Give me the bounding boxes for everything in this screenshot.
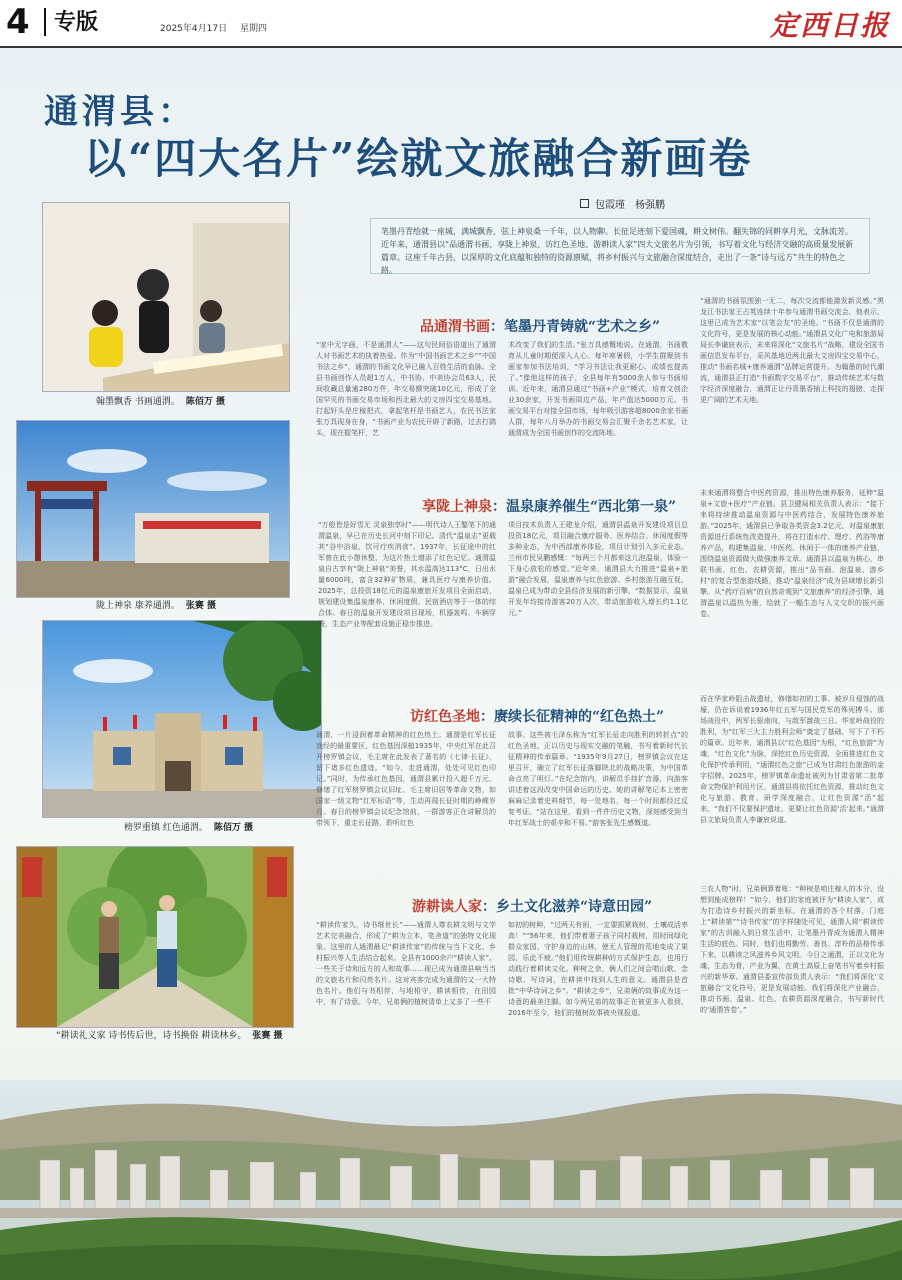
caption-text: 榜罗重镇 红色通渭。 <box>124 823 208 833</box>
photo-calligraphy-graphic <box>43 203 289 391</box>
byline <box>580 196 665 211</box>
section-title-red-sites <box>410 706 664 726</box>
photo-memorial-hall <box>42 620 322 818</box>
photo-caption-1 <box>96 394 225 407</box>
article-column: 通渭，一片浸润着革命精神的红色热土。通渭是红军长征途经的最重要区，红色基因深植1935年，中央红军在此召开榜罗镇会议，毛主席在此发表了著名的《七律·长征》，留下诸多红色遗迹。“如今，走进通渭，处处可见红色印记。”同时，为传承红色基因，通渭县累计投入超千万元，修缮了红军榜罗镇会议旧址、毛主席旧居等革命文物，如国家一级文物“红军标语”等，生动再现长征时期的峥嵘岁月。春日的榜罗镇会议纪念馆前，一群游客正在讲解员的带领下，重走长征路，聆听红色 <box>316 731 496 827</box>
caption-credit: 张赛 摄 <box>252 1031 283 1041</box>
caption-text: “耕读礼义家 诗书传后世，诗书换俗 耕读林乡。 <box>56 1031 247 1041</box>
photo-caption-4 <box>56 1028 283 1041</box>
photo-farmers-graphic <box>17 847 293 1027</box>
section-title-hot-spring <box>422 496 676 516</box>
photo-hot-spring <box>16 420 290 598</box>
section-key: 访红色圣地 <box>410 709 480 725</box>
caption-credit: 陈佰万 摄 <box>185 397 226 407</box>
section-sub: 温泉康养催生“西北第一泉” <box>506 499 677 515</box>
article-column: 术改变了我们的生活。”张万具感慨地说。在通渭，书画教育从儿童时期便深入人心。每年寒暑假，小学生群聚到书画家参加书法培训，“学习书法让我更耐心、成绩也提高了。”像他这样的孩子，全县每年有5000余人参与书画培训。近年来，通渭县通过“书画+产业”模式，培育文创企业30余家，开发书画周边产品，年产值达5000万元。书画交易平台对接全国市场，每年吸引游客超8000余家书画人群，每年八月举办的书画交易会汇聚千余名艺术家，让通渭成为全国书画创作的交流阵地。 <box>508 341 688 437</box>
section-title-calligraphy <box>420 316 660 336</box>
issue-weekday: 星期四 <box>239 24 267 34</box>
dateline <box>160 21 277 34</box>
article-column: “万般皆是好雪无 灵泉独享时”——明代诗人王鏊笔下的通渭温泉，早已在历史长河中刻下印记。清代“温泉志”更载其“谷中浴泉，饮可疗疾消食”。1937年，长征途中的红军曾在此小憩休整，为这片热土增添了红色记忆。通渭温泉自古享有“陇上神泉”美誉，其水温高达113°C，日出水量6000吨，富含32种矿物质，兼具医疗与康养价值。2025年，总投资18亿元的温泉康旅开发项目全面启动，规划建设集温泉康养、休闲度假、民宿酒店等于一体的综合体。春日的温泉开发建设项目现场，机器轰鸣、车辆穿梭，生态产业等配套设施正稳步推进。 <box>318 521 496 628</box>
article-column: 未来通渭将整合中医药资源，推出特色康养服务，延伸“温泉+文旅+医疗”产业链。县卫健局相关负责人表示：“接下来将持续推动温泉资源与中医药结合，发展特色康养旅游。”2025年，通渭县已争取各类资金3.2亿元，对温泉康旅资源进行系统性改造提升，将在打造水疗、理疗、药浴等康养产品，构建集温泉、中医药、休闲于一体的康养产业链，围绕温泉资源做大做强康养文章。通渭县以温泉为核心，串联书画、红色、农耕资源，推出“品书画、泡温泉、游乡村”的复合型旅游线路，推动“温泉经济”成为县域增长新引擎。从“药疗百病”的自然奇观到“文旅康养”的经济引擎，通渭温泉以温热为墨，绘就了一幅生态与人文交织的振兴画卷。 <box>700 489 884 618</box>
photo-city-panorama <box>0 1080 902 1280</box>
photo-memorial-hall-graphic <box>43 621 321 817</box>
section-title-farming <box>412 896 652 916</box>
section-key: 品通渭书画 <box>420 319 490 335</box>
caption-credit: 陈佰万 摄 <box>213 823 254 833</box>
page-header <box>0 0 902 48</box>
article-column: 而在华家岭阻击战遗址，修缮如初的工事、被岁月侵蚀的战壕，仍在诉说着1936年红五军与国民党军的殊死搏斗。那场战役中，两军长驱南向，与敌军激战三日。华家岭战役的胜利，为“红军三大主力胜利会师”奠定了基础，写下了不朽的篇章。近年来，通渭县以“红色基因”为根，“红色旅游”为魂，“红色文化”为脉，深挖红色历史资源，全面推进红色文化保护传承利用，“通渭红色之旅”已成为甘肃红色旅游的金字招牌。2025年，榜罗镇革命遗址被列为甘肃省第二批革命文物保护利用片区，通渭县将依托红色资源，推动红色文化与旅游、教育、研学深度融合，让红色资源“活”起来。“我们不仅要保护遗址，更要让红色资源‘活’起来。”通渭县文旅局负责人李谦宸说道。 <box>700 695 884 824</box>
photo-farmers <box>16 846 294 1028</box>
headline-line2: 以“四大名片”绘就文旅融合新画卷 <box>84 134 753 183</box>
article-column: 项目技术负责人王建龙介绍，通渭县温泉开发建设项目总投资18亿元，项目融合康疗服务、医养结合、休闲度假等多种业态，为中西部康养体验，项目计划引入多元业态。兰州市民吴鹏感慨：“每两三个月都来这儿泡温泉，体验一下身心放松的感觉。”近年来，通渭县大力推进“温泉+旅游”融合发展，温泉康养与红色旅游、乡村旅游互融互促，温泉已成为带动全县经济发展的新引擎。“数据显示，温泉开发年均接待游客20万人次，带动旅游收入增长约1.1亿元。” <box>508 521 688 617</box>
photo-caption-3 <box>124 820 253 833</box>
section-sub: 乡土文化滋养“诗意田园” <box>496 899 653 915</box>
caption-text: 翰墨飘香 书画通渭。 <box>96 397 180 407</box>
photo-city-panorama-graphic <box>0 1080 902 1280</box>
article-column: 如初的树种，“过两天有雨，一定要抓紧栽树，土壤成活率高！”“56年来，他们带着妻子孩子同村栽树，用时间绿化群众家园，守护身边的山林，使无人管理的荒地变成了果园，乐此不疲。”他们用传统耕种的方式保护生态，也用行动践行着耕读文化。种树之余，俩人们之间会唱山歌、念诗歌、写诗词，在耕读中找到人生的意义。通渭县是首批“中华诗词之乡”。“耕读之乡”，兄弟俩的故事成为这一诗意的最美注脚。如今两兄弟的故事正在被更多人看到，2016年至今，他们的植树故事被央视报道。 <box>508 921 688 1017</box>
section-sub-sep: ： <box>490 319 504 335</box>
byline-authors: 包霞瑾 杨强鹏 <box>595 200 665 211</box>
byline-box-icon <box>580 199 589 208</box>
section-sub-sep: ： <box>492 499 506 515</box>
section-sub-sep: ： <box>480 709 494 725</box>
caption-credit: 张赛 摄 <box>185 601 217 611</box>
section-sub: 赓续长征精神的“红色热土” <box>494 709 665 725</box>
article-column: 三农人物”时，兄弟俩算着账：“种树是咱庄稼人的本分，没想到能成榜样！”如今，他们的家庭被评为“耕读人家”，成为打造诗乡村振兴的新坐标。在通渭的各个村落，门庭上“耕读第”“诗书传家”的字样随处可见，通渭人将“耕读传家”的古训融入到日常生活中，让笔墨丹青成为通渭人精神生活的底色。同时，他们也将勤劳、善良、淳朴的品格传承下来，以耕读之风滋养乡风文明。今日之通渭，正以文化为魂，生态为骨，产业为翼，在黄土高原上奋笔书写着乡村振兴的新华章。通渭县委宣传部负责人表示：“我们将深化‘文旅融合’文化符号，更是发展动能。我们将深化产业融合，推动书画、温泉、红色、农耕资源深度融合，书写新时代的‘通渭答卷’。” <box>700 885 884 1014</box>
section-sub: 笔墨丹青铸就“艺术之乡” <box>504 319 661 335</box>
section-key: 享陇上神泉 <box>422 499 492 515</box>
caption-text: 陇上神泉 康养通渭。 <box>96 601 180 611</box>
photo-hot-spring-graphic <box>17 421 289 597</box>
article-column: “通渭的书画氛围独一无二，每次交流都能激发新灵感。”黑龙江书法家王占英连续十年参与通渭书画交流会，他表示，这里已成为艺术家“以笔会友”的圣地。“书画不仅是通渭的文化符号，更是发展的核心动能。”通渭县文化广电和旅游局局长李谦宸表示，未来将深化“文旅名片”战略，建设全国书画信息发布平台，采风基地近两北最大文房四宝交易中心，推动“书画名城+康养通渭”品牌运营提升。为翰墨的时代潮流，通渭县正打造“书画数字交易平台”，推动传统艺术与数字经济深度融合，通渭正让丹青墨香插上科技的翅膀，走探更广阔的艺术天地。 <box>700 297 884 404</box>
headline-line1: 通渭县： <box>44 92 196 132</box>
lead-paragraph: 笔墨丹青绘就一座城，满城飘香，弦上神泉桑一千年，以人物聊。长征足迹刻下爱国魂，耕文树伟。翻失锦的同耕享月光，文脉流芳。近年来，通渭县以“品通渭书画、享陇上神泉、访红色圣地、游耕读人家”四大文旅名片为引领，书写着文化与经济交融的高质量发展新篇章。这座千年古县，以深厚的文化底蕴和独特的资源禀赋，将乡村振兴与文旅融合深度结合，走出了一条“诗与远方”共生的特色之路。 <box>370 218 870 274</box>
photo-calligraphy <box>42 202 290 392</box>
article-column: 故事。这些被毛泽东称为“红军长征走向胜利的转折点”的红色圣地，正以历史与现实交融的笔触，书写着新时代长征精神的传承篇章。“1935年9月27日，榜罗镇会议在这里召开，确立了红军长征落脚陕北的战略决策，为中国革命点亮了明灯。”在纪念馆内，讲解员手持扩音器，向游客讲述着这段改变中国命运的历史。她的讲解笔记本上密密麻麻记录着史料细节，每一处地名，每一个时间都经过反复考证。“站在这里，看到一件件历史文物，深刻感受到当年红军战士的艰辛和不易。”游客张先生感慨道。 <box>508 731 688 827</box>
section-name: 专版 <box>44 8 98 36</box>
issue-date: 2025年4月17日 <box>160 24 228 34</box>
photo-caption-2 <box>96 598 216 611</box>
page-number: 4 <box>6 2 30 42</box>
article-column: “家中无字画，不是通渭人”——这句民间俗语道出了通渭人对书画艺术的执着热爱。作为“中国书画艺术之乡”“中国书法之乡”，通渭的书画文化早已融入百姓生活的血脉。全县书画创作人员超1万人，中书协、中美协会员63人，民间收藏总量逾280万件，年交易额突破10亿元，形成了全国罕见的书画交易市场和西北最大的文房四宝交易基地。打起轩头是庄稼把式，拿起笔杆是书画艺人，农民书法家张万具现身在身，“书画产业为农民开辟了新路，过去打鹞头，现在握笔杆，艺 <box>316 341 496 437</box>
section-key: 游耕读人家 <box>412 899 482 915</box>
section-sub-sep: ： <box>482 899 496 915</box>
article-column: “耕读传家久，诗书继世长”——通渭人尊农耕文明与文学艺术完美融合，形成了“耕为立本，笔舍道”的独特文化现象。这里的人通渭最记“耕读传家”的传统与当下文化、乡村振兴等人生活结合起来。全县有1000余户“耕读人家”。一些关于诗和远方的人和故事……现已成为通渭县响当当的文旅名片和闪亮名片。这对宾客完成为通渭的又一大特色名片。他们与书相伴，与地相守，耕读相传，在田园中，有了诗意。今年，兄弟俩的植树清单上又多了一些不 <box>316 921 496 1006</box>
newspaper-masthead: 定西日报 <box>769 9 890 42</box>
